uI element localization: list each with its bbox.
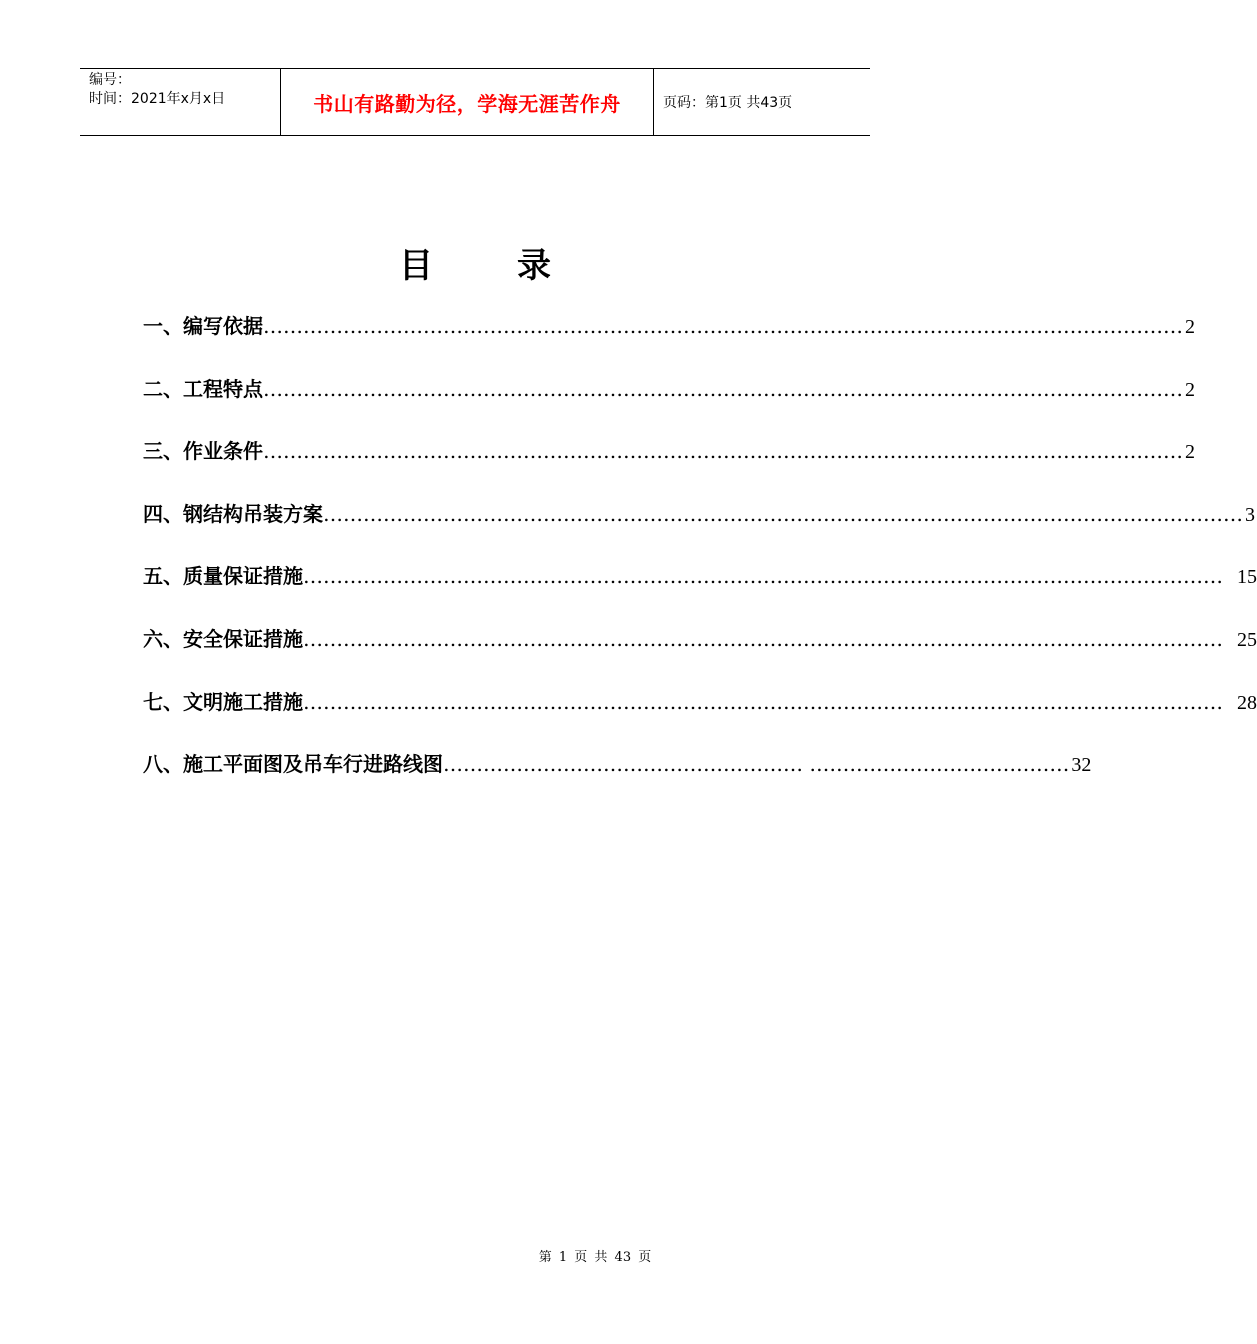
toc-leader-dots: ………………………………………………………………………………………………………………………… [263, 377, 1183, 401]
toc-leader-dots: ………………………………………………………………………………………………………………………… [263, 314, 1183, 338]
header-table [80, 68, 870, 136]
toc-item-page: 25 [1237, 629, 1257, 651]
toc-item-page: 15 [1237, 566, 1257, 588]
toc-item[interactable] [143, 310, 1195, 346]
toc-item-page: 3 [1245, 504, 1255, 526]
page-info-cell [654, 69, 870, 135]
toc-item[interactable] [143, 748, 1092, 784]
toc-leader-dots: ………………………………………………………………………………………………………………………… [303, 564, 1223, 588]
toc-item-label: 六、安全保证措施 [143, 627, 303, 651]
toc-leader-dots: ………………………………………………………………………………………………………………………… [303, 690, 1223, 714]
toc-title: 目录 [399, 246, 635, 286]
toc-item[interactable] [143, 686, 1257, 722]
motto-text: 书山有路勤为径，学海无涯苦作舟 [313, 91, 621, 116]
toc-item-label: 四、钢结构吊装方案 [143, 502, 323, 526]
time-label: 时间：2021年x月x日 [89, 91, 226, 107]
page-info-text: 页码：第1页 共43页 [663, 95, 793, 111]
toc-item-page: 32 [1071, 754, 1092, 776]
motto-cell [281, 69, 654, 135]
toc-leader-dots: ………………………………………………………………………………………………………………………… [263, 439, 1183, 463]
toc-item[interactable] [143, 498, 1255, 534]
toc-item[interactable] [143, 373, 1195, 409]
toc-item-label: 七、文明施工措施 [143, 690, 303, 714]
toc-item-page: 2 [1185, 441, 1195, 463]
toc-leader-dots: ………………………………………………………………………………………………………………………… [303, 627, 1223, 651]
toc-item-label: 二、工程特点 [143, 377, 263, 401]
toc-item-label: 三、作业条件 [143, 439, 263, 463]
toc-item-page: 2 [1185, 379, 1195, 401]
toc-item[interactable] [143, 623, 1257, 659]
toc-item-label: 八、施工平面图及吊车行进路线图 [143, 752, 443, 776]
toc-item-label: 五、质量保证措施 [143, 564, 303, 588]
toc-item-page: 28 [1237, 692, 1257, 714]
toc-item[interactable] [143, 435, 1195, 471]
header-meta-cell [80, 69, 281, 135]
toc-item-page: 2 [1185, 316, 1195, 338]
toc-item-label: 一、编写依据 [143, 314, 263, 338]
number-label: 编号： [89, 72, 131, 88]
toc-leader-dots: ……………………………………………… ………………………………… [443, 752, 1070, 776]
toc-item[interactable] [143, 560, 1257, 596]
page-footer: 第 1 页 共 43 页 [538, 1250, 652, 1265]
toc-leader-dots: ………………………………………………………………………………………………………………………… [323, 502, 1243, 526]
